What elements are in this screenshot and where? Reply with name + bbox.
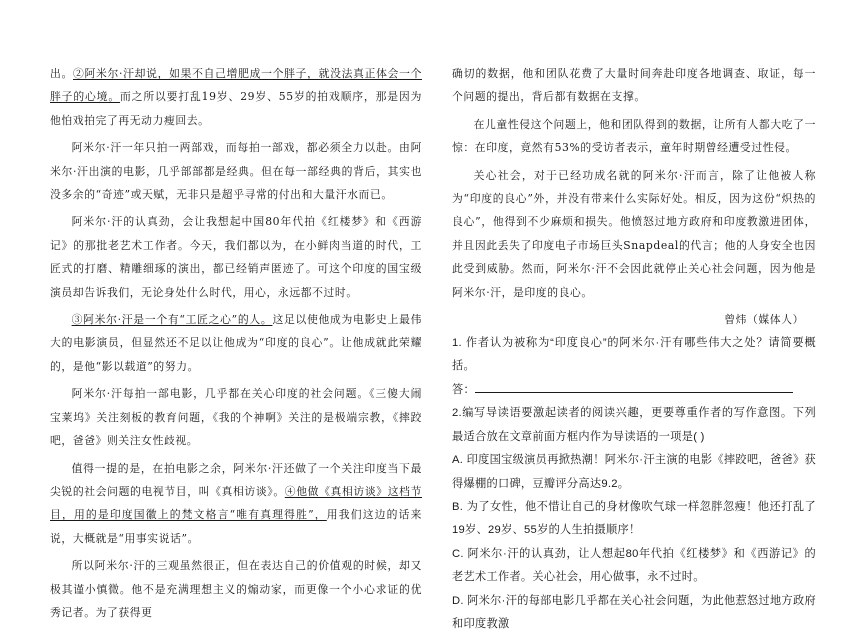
answer-blank-line[interactable] [475, 380, 793, 393]
option-a: A. 印度国宝级演员再掀热潮！阿米尔·汗主演的电影《摔跤吧，爸爸》获得爆棚的口碑，豆瓣评分高达9.2。 [452, 454, 816, 490]
article-paragraph: 阿米尔·汗每拍一部电影，几乎都在关心印度的社会问题。《三傻大闹宝莱坞》关注刻板的教育问题，《我的个神啊》关注的是极端宗教，《摔跤吧，爸爸》则关注女性歧视。 [50, 387, 422, 448]
article-paragraph [50, 308, 422, 378]
paragraph-text: 用我们这边的话来说，大概就是“用事实说话”。 [50, 508, 423, 545]
article-paragraph: 所以阿米尔·汗的三观虽然很正，但在表达自己的价值观的时候，却又极其谨小慎微。他不是充满理想主义的煽动家，而更像一个小心求证的优秀记者。为了获得更 [50, 559, 422, 619]
article-paragraph [50, 457, 422, 551]
article-paragraph: 阿米尔·汗一年只拍一两部戏，而每拍一部戏，都必须全力以赴。由阿米尔·汗出演的电影，几乎部部都是经典。但在每一部经典的背后，其实也没多余的“奇迹”或天赋，无非只是超乎寻常的付出和大量汗水而已。 [50, 141, 422, 202]
paragraph-text: 而之所以要打乱19岁、29岁、55岁的拍戏顺序，那是因为他怕戏拍完了再无动力瘦回去。 [50, 90, 422, 127]
answer-label: 答： [452, 383, 475, 396]
question-1: 1. 作者认为被称为“印度良心”的阿米尔·汗有哪些伟大之处？请简要概括。 [452, 337, 816, 373]
paragraph-text: 值得一提的是，在拍电影之余，阿米尔·汗还做了一个关注印度当下最尖锐的社会问题的电视节目，叫《真相访谈》。 [50, 461, 422, 498]
article-column-right [452, 62, 816, 636]
option-c: C. 阿米尔·汗的认真劲，让人想起80年代拍《红楼梦》和《西游记》的老艺术工作者。关心社会，用心做事，永不过时。 [452, 547, 816, 584]
article-paragraph [50, 62, 422, 132]
underlined-sentence-4: ④他做《真相访谈》这档节目，用的是印度国徽上的梵文格言“唯有真理得胜”， [50, 484, 423, 522]
underlined-sentence-2: ②阿米尔·汗却说，如果不自己增肥成一个胖子，就没法真正体会一个胖子的心境。 [50, 67, 422, 104]
option-b: B. 为了女性，他不惜让自己的身材像吹气球一样忽胖忽瘦！他还打乱了19岁、29岁、55岁的人生拍摄顺序！ [452, 500, 816, 537]
article-paragraph: 关心社会，对于已经功成名就的阿米尔·汗而言，除了让他被人称为“印度的良心”外，并没有带来什么实际好处。相反，因为这份“炽热的良心”，他得到不少麻烦和损失。他愤怒过地方政府和印度教激进团体，并且因此丢失了印度电子市场巨头Snapdeal的代言；他的人身安全也因此受到威胁。然而，阿米尔·汗不会因此就停止关心社会问题，因为他是阿米尔·汗，是印度的良心。 [452, 168, 816, 299]
question-2: 2.编写导读语要激起读者的阅读兴趣，更要尊重作者的写作意图。下列最适合放在文章前面方框内作为导读语的一项是( ) [452, 407, 816, 443]
option-d: D. 阿米尔·汗的每部电影几乎都在关心社会问题，为此他惹怒过地方政府和印度教激 [452, 594, 816, 630]
underlined-sentence-3: ③阿米尔·汗是一个有“工匠之心”的人。 [71, 313, 273, 327]
paragraph-text: 这足以使他成为电影史上最伟大的电影演员，但显然还不足以让他成为“印度的良心”。让他成就此荣耀的，是他“影以载道”的努力。 [50, 313, 422, 373]
article-paragraph: 在儿童性侵这个问题上，他和团队得到的数据，让所有人都大吃了一惊：在印度，竟然有53%的受访者表示，童年时期曾经遭受过性侵。 [452, 117, 816, 155]
answer-row [452, 379, 816, 402]
article-paragraph: 确切的数据，他和团队花费了大量时间奔赴印度各地调查、取证，每一个问题的提出，背后都有数据在支撑。 [452, 67, 816, 104]
author-byline: 曾炜（媒体人） [724, 313, 804, 327]
article-paragraph: 阿米尔·汗的认真劲，会让我想起中国80年代拍《红楼梦》和《西游记》的那批老艺术工作者。今天，我们都以为，在小鲜肉当道的时代，工匠式的打磨、精雕细琢的演出，都已经销声匿迹了。可这个印度的国宝级演员却告诉我们，无论身处什么时代，用心，永远都不过时。 [50, 215, 422, 299]
article-column-left [50, 62, 422, 628]
paragraph-text: 出。 [50, 67, 73, 80]
